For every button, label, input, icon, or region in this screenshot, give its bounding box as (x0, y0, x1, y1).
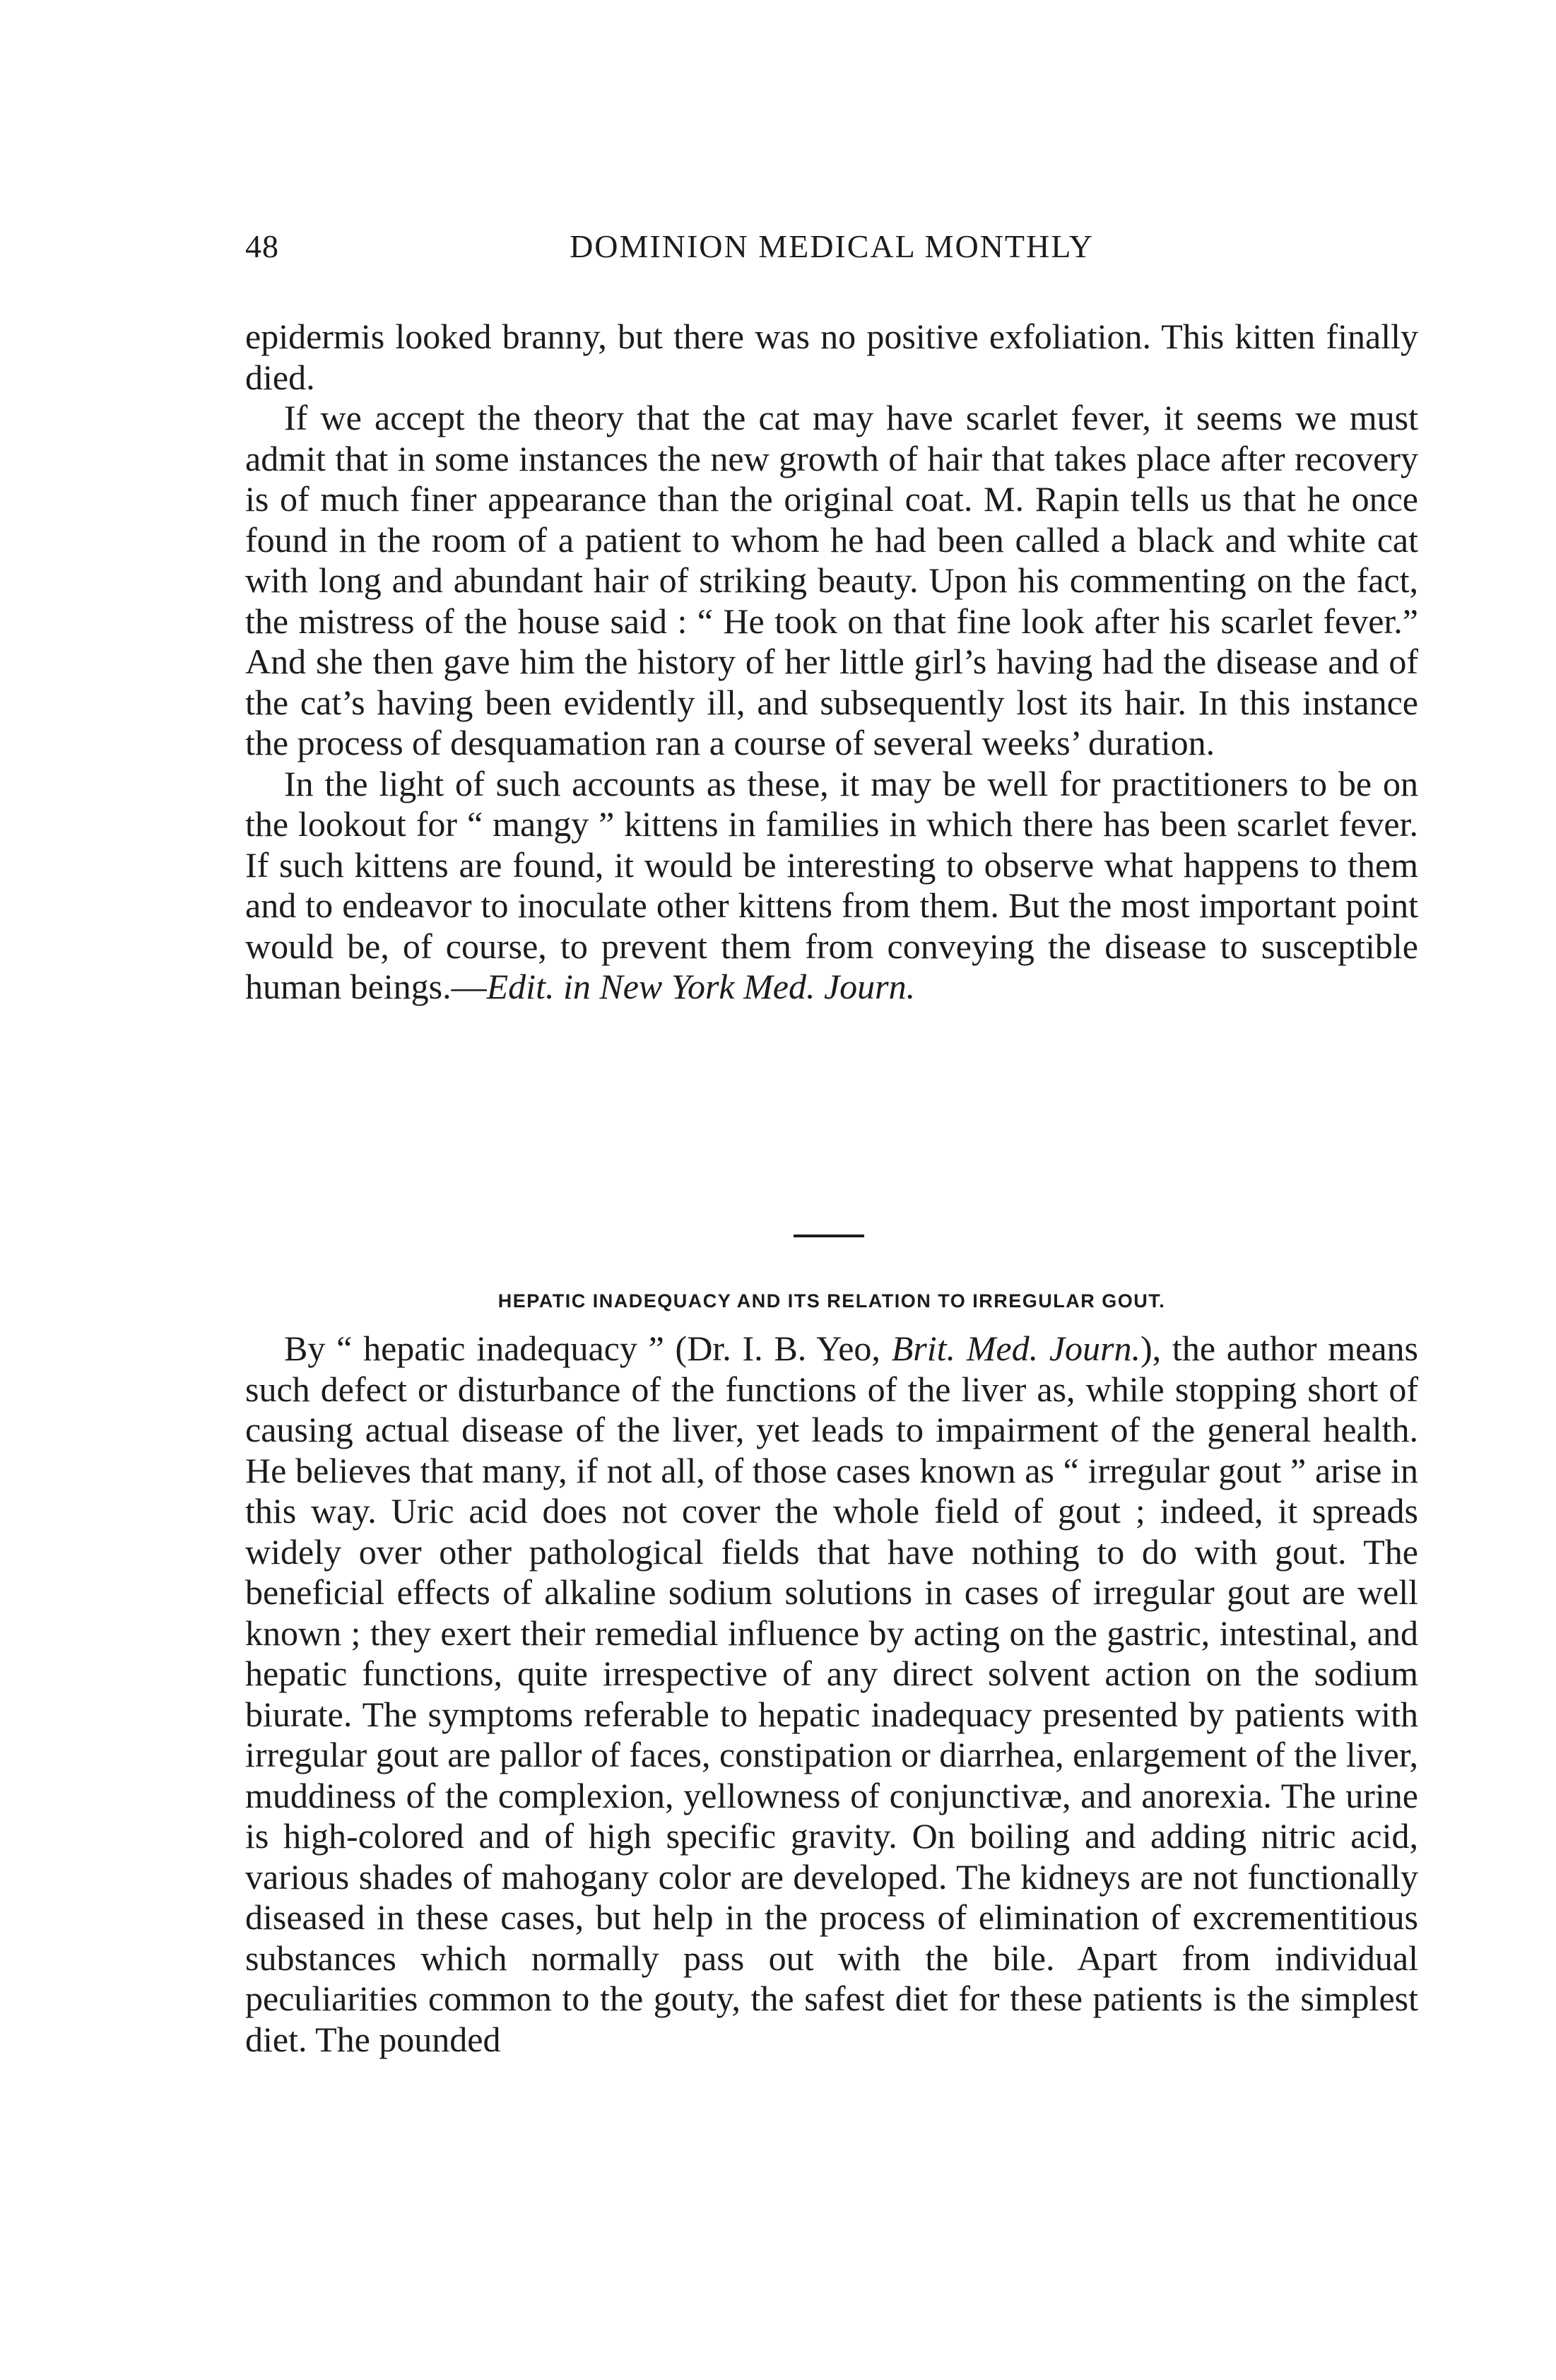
paragraph-scarlet-fever-theory: If we accept the theory that the cat may have scarlet fever, it seems we must admit that in some instances the new growth of hair that takes place after recovery is of much finer appearance than the original coat. M. Rapin tells us that he once found in the room of a patient to whom he had been called a black and white cat with long and abundant hair of striking beauty. Upon his commenting on the fact, the mistress of the house said : “ He took on that fine look after his scarlet fever.” And she then gave him the history of her little girl’s having had the disease and of the cat’s having been evidently ill, and subsequently lost its hair. In this instance the process of desquamation ran a course of several weeks’ duration. (245, 398, 1418, 762)
paragraph-mangy-kittens (245, 764, 1418, 1008)
page-number: 48 (245, 228, 279, 264)
hepatic-article (245, 1329, 1418, 2060)
hepatic-lead: By “ hepatic inadequacy ” (Dr. I. B. Yeo, (284, 1329, 892, 1368)
paragraph-hepatic-inadequacy (245, 1329, 1418, 2060)
hepatic-citation: Brit. Med. Journ. (891, 1329, 1141, 1368)
section-divider (794, 1235, 864, 1237)
source-citation: Edit. in New York Med. Journ. (486, 967, 916, 1006)
continued-article (245, 317, 1418, 1008)
paragraph-exfoliation: epidermis looked branny, but there was no positive exfoliation. This kitten finally died. (245, 317, 1418, 397)
running-head (245, 228, 1418, 270)
paragraph-mangy-kittens-text: In the light of such accounts as these, it may be well for practitioners to be on the lookout for “ mangy ” kittens in families in which there has been scarlet fever. If such kittens are found, it would be interesting to observe what happens to them and to endeavor to inoculate other kittens from them. But the most important point would be, of course, to prevent them from conveying the disease to susceptible human beings.— (245, 763, 1418, 1006)
hepatic-body: ), the author means such defect or disturbance of the functions of the liver as, while stopping short of causing actual disease of the liver, yet leads to impairment of the general health. He believes that many, if not all, of those cases known as “ irregular gout ” arise in this way. Uric acid does not cover the whole field of gout ; indeed, it spreads widely over other pathological fields that have nothing to do with gout. The beneficial effects of alkaline sodium solutions in cases of irregular gout are well known ; they exert their remedial influence by acting on the gastric, intestinal, and hepatic functions, quite irrespective of any direct solvent action on the sodium biurate. The symptoms referable to hepatic inadequacy presented by patients with irregular gout are pallor of faces, constipation or diarrhea, enlargement of the liver, muddiness of the complexion, yellowness of conjunctivæ, and anorexia. The urine is high-colored and of high specific gravity. On boiling and adding nitric acid, various shades of mahogany color are developed. The kidneys are not functionally diseased in these cases, but help in the process of elimination of excrementitious substances which normally pass out with the bile. Apart from individual peculiarities common to the gouty, the safest diet for these patients is the simplest diet. The pounded (245, 1329, 1419, 2059)
journal-title: DOMINION MEDICAL MONTHLY (570, 228, 1094, 264)
section-heading: HEPATIC INADEQUACY AND ITS RELATION TO IRREGULAR GOUT. (497, 1290, 1166, 1312)
